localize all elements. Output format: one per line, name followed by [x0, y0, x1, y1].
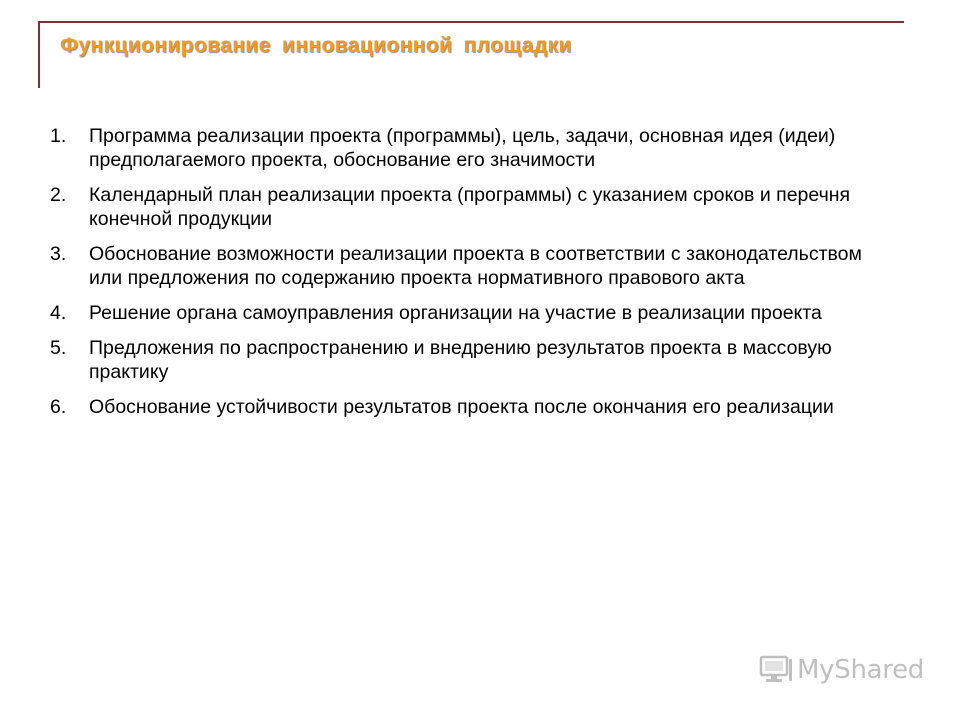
item-text: Предложения по распространению и внедрению результатов проекта в массовую практику [89, 337, 832, 383]
list-item [50, 395, 870, 419]
list-item [50, 336, 870, 384]
item-number: 3. [50, 243, 67, 265]
computer-icon [759, 655, 793, 685]
list-item [50, 124, 870, 172]
item-text: Решение органа самоуправления организации на участие в реализации проекта [89, 302, 822, 324]
item-number: 4. [50, 302, 67, 324]
item-number: 1. [50, 125, 67, 147]
list-item [50, 183, 870, 231]
list-item [50, 301, 870, 325]
item-text: Обоснование возможности реализации проекта в соответствии с законодательством или предложения по содержанию проекта нормативного правового акта [89, 243, 862, 289]
frame-left-line [38, 21, 40, 88]
content-list [50, 124, 870, 430]
watermark-logo [759, 655, 924, 685]
item-text: Программа реализации проекта (программы), цель, задачи, основная идея (идеи) предполагаемого проекта, обоснование его значимости [89, 125, 836, 171]
slide-title: Функционирование инновационной площадки [60, 34, 572, 57]
item-text: Календарный план реализации проекта (программы) с указанием сроков и перечня конечной продукции [89, 184, 851, 230]
item-number: 2. [50, 184, 67, 206]
item-number: 6. [50, 396, 67, 418]
frame-top-line [38, 21, 904, 23]
list-item [50, 242, 870, 290]
item-number: 5. [50, 337, 67, 359]
item-text: Обоснование устойчивости результатов проекта после окончания его реализации [89, 396, 834, 418]
watermark-text: MyShared [797, 655, 924, 685]
